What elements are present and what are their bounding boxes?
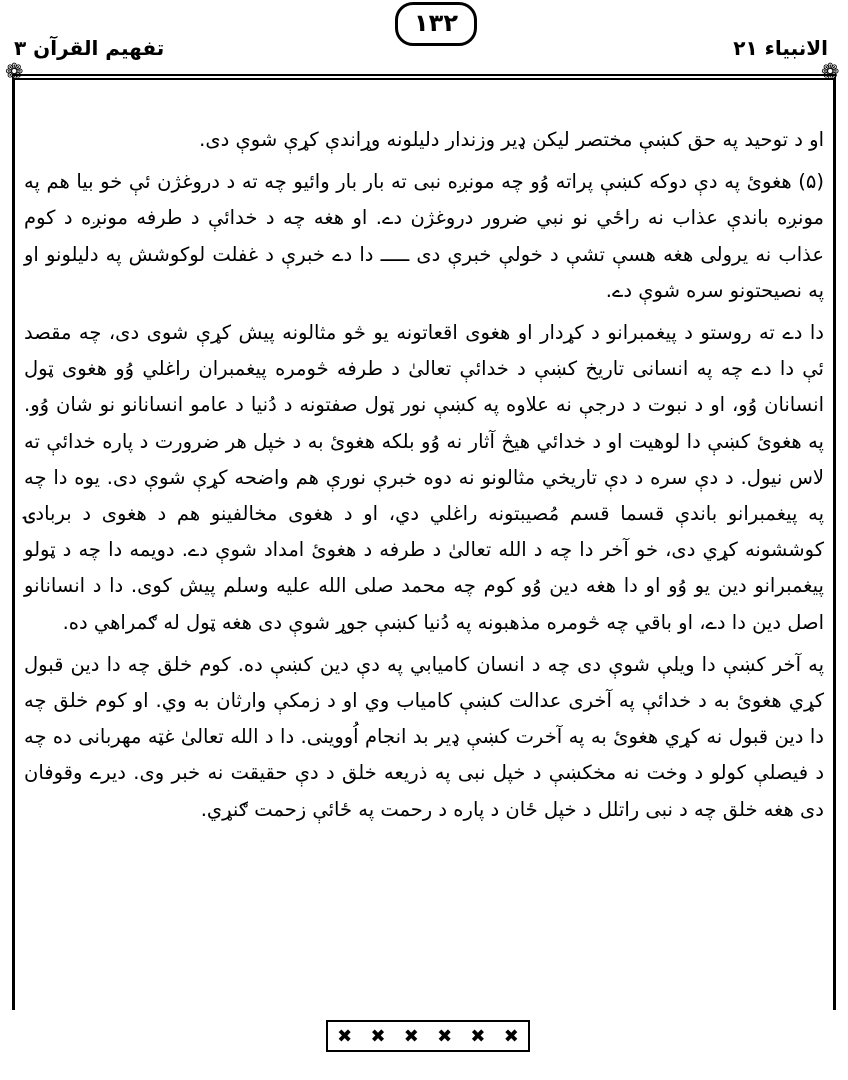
running-title-surah: الانبیاء ۲۱ (733, 36, 828, 60)
body-text (24, 122, 824, 834)
page-number: ۱۳۲ (395, 2, 477, 46)
corner-ornament-icon: ❁ (5, 60, 24, 85)
page-header (0, 0, 848, 62)
paragraph: (۵) هغوئ په دې دوکه کښې پراته وُو چه مونږه نبی ته بار بار وائیو چه ته د دروغژن ئې خو بیا هم په مونږه باندې عذاب نه راځي نو نبي ضرور دروغژن دے. او هغه چه د خدائې د طرفه مونږه د کوم عذاب نه یرولی هغه هسې تشې د خولې خبرې دی ـــــ دا دے خبرې د غفلت لوکوشش په دلیلونو او په نصیحتونو سره شوې دے. (24, 170, 824, 302)
paragraph: په آخر کښې دا ویلې شوې دی چه د انسان کامیابي په دې دین کښې ده. کوم خلق چه دا دین قبول کړي هغوئ به د خدائې په آخری عدالت کښې کامیاب وي او د زمکې وارثان به وي. او کوم خلق چه دا دین قبول نه کړي هغوئ به په آخرت کښې ډیر بد انجام اُووینی. دا د الله تعالیٰ غټه مهربانی ده چه د فیصلې کولو د وخت نه مخکښې د خپل نبی په ذریعه خلق د دې حقیقت نه خبر وی. دیرے وقوفان دی هغه خلق چه د نبی راتلل د خپل ځان د پاره د رحمت په ځائې زحمت ګنړي. (24, 652, 824, 821)
footer-ornament-icon: ✖ ✖ ✖ ✖ ✖ ✖ (326, 1020, 530, 1052)
running-title-book: تفهیم القرآن ۳ (14, 36, 165, 60)
paragraph: دا دے ته روستو د پیغمبرانو د کړدار او هغوی اقعاتونه یو څو مثالونه پیش کړې شوی دی، چه مقصد ئې دا دے چه په انسانی تاریخ کښې د خدائې تعالیٰ د طرفه څومره پیغمبران راغلي وُو هغوی ټول انسانان وُو، او د نبوت د درجې نه علاوه په کښې نور ټول صفتونه د دُنیا د عامو انسانانو نو شان وُو. په هغوئ کښې دا لوهیت او د خدائي هیڅ آثار نه وُو بلکه هغوئ به د خپل هر ضرورت د پاره خدائې ته لاس نیول. د دې سره د دې تاریخي مثالونو نه دوه خبرې نورې هم واضحه کړې شوې دی. یوه دا چه په پیغمبرانو باندې قسما قسم مُصیبتونه راغلي دي، او د هغوی مخالفینو هم د هغوی د بربادۍ کوششونه کړي دی، خو آخر دا چه د الله تعالیٰ د طرفه د هغوئ امداد شوې دے. دویمه دا چه د ټولو پیغمبرانو دین یو وُو او دا هغه دین وُو کوم چه محمد صلی الله علیه وسلم پیش کوی. دا د انسانانو اصل دین دا دے، او باقي چه څومره مذهبونه په دُنیا کښې جوړ شوې دی هغه ټول له ګمراهي ده. (24, 321, 824, 634)
paragraph: او د توحید په حق کښې مختصر لیکن ډیر وزندار دلیلونه وړاندې کړې شوې دی. (199, 128, 824, 151)
corner-ornament-icon: ❁ (821, 60, 840, 85)
